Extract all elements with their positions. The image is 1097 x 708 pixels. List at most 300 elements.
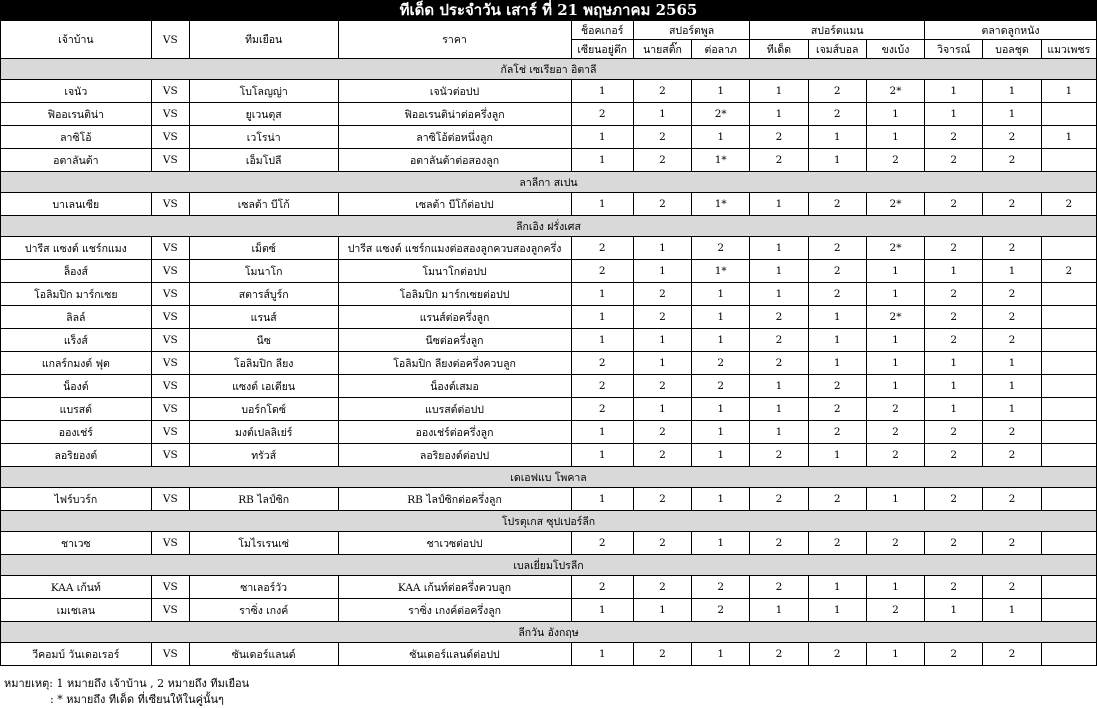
pick-cell: 2 bbox=[633, 149, 691, 172]
header-tipster: ทีเด็ด bbox=[750, 40, 808, 59]
away-team: บอร์กโดซ์ bbox=[189, 398, 338, 421]
price-cell: RB ไลป์ซิกต่อครึ่งลูก bbox=[338, 488, 571, 511]
pick-cell: 2 bbox=[983, 306, 1041, 329]
pick-cell: 1 bbox=[692, 421, 750, 444]
price-cell: อตาลันต้าต่อสองลูก bbox=[338, 149, 571, 172]
pick-cell: 2 bbox=[1041, 193, 1096, 216]
pick-cell: 2 bbox=[925, 237, 983, 260]
home-team: แบรสต์ bbox=[1, 398, 152, 421]
pick-cell: 2 bbox=[983, 532, 1041, 555]
pick-cell: 1 bbox=[866, 103, 924, 126]
vs-label: VS bbox=[151, 329, 189, 352]
pick-cell: 1* bbox=[692, 260, 750, 283]
header-tipster: นายสติ๊ก bbox=[633, 40, 691, 59]
pick-cell: 2 bbox=[1041, 260, 1096, 283]
pick-cell bbox=[1041, 149, 1096, 172]
header-tipster: แมวเพชร bbox=[1041, 40, 1096, 59]
table-row bbox=[1, 532, 1097, 555]
away-team: เวโรน่า bbox=[189, 126, 338, 149]
pick-cell: 1 bbox=[750, 237, 808, 260]
pick-cell: 2 bbox=[571, 103, 633, 126]
home-team: ชาเวซ bbox=[1, 532, 152, 555]
pick-cell bbox=[1041, 237, 1096, 260]
header-group: ตลาดลูกหนัง bbox=[925, 21, 1097, 40]
pick-cell: 1 bbox=[983, 352, 1041, 375]
table-row bbox=[1, 306, 1097, 329]
vs-label: VS bbox=[151, 375, 189, 398]
league-name: โปรตุเกส ซุปเปอร์ลีก bbox=[1, 511, 1097, 532]
pick-cell: 2 bbox=[983, 329, 1041, 352]
notes bbox=[4, 676, 249, 708]
table-row bbox=[1, 283, 1097, 306]
pick-cell: 2 bbox=[808, 80, 866, 103]
header-tipster: บอลชุด bbox=[983, 40, 1041, 59]
pick-cell: 1 bbox=[1041, 126, 1096, 149]
pick-cell: 1 bbox=[983, 599, 1041, 622]
league-row bbox=[1, 216, 1097, 237]
table-row bbox=[1, 444, 1097, 467]
pick-cell: 1 bbox=[750, 80, 808, 103]
away-team: ทรัวส์ bbox=[189, 444, 338, 467]
league-name: กัลโช่ เซเรียอา อิตาลี bbox=[1, 59, 1097, 80]
pick-cell: 1* bbox=[692, 193, 750, 216]
pick-cell: 1 bbox=[633, 329, 691, 352]
page-title: ทีเด็ด ประจำวัน เสาร์ ที่ 21 พฤษภาคม 2565 bbox=[0, 0, 1097, 20]
pick-cell: 1 bbox=[633, 398, 691, 421]
home-team: ลิลล์ bbox=[1, 306, 152, 329]
away-team: โอลิมปิก ลียง bbox=[189, 352, 338, 375]
pick-cell: 1 bbox=[808, 444, 866, 467]
pick-cell: 2 bbox=[925, 193, 983, 216]
pick-cell bbox=[1041, 352, 1096, 375]
pick-cell: 2 bbox=[925, 643, 983, 666]
vs-label: VS bbox=[151, 421, 189, 444]
price-cell: ฟิออเรนติน่าต่อครึ่งลูก bbox=[338, 103, 571, 126]
vs-label: VS bbox=[151, 126, 189, 149]
pick-cell: 1 bbox=[692, 329, 750, 352]
table-row bbox=[1, 193, 1097, 216]
pick-cell: 2 bbox=[571, 576, 633, 599]
pick-cell: 1 bbox=[571, 421, 633, 444]
pick-cell: 2 bbox=[633, 193, 691, 216]
table-row bbox=[1, 126, 1097, 149]
home-team: เจนัว bbox=[1, 80, 152, 103]
home-team: อองเช่ร์ bbox=[1, 421, 152, 444]
pick-cell: 2 bbox=[925, 444, 983, 467]
pick-cell: 2 bbox=[808, 237, 866, 260]
pick-cell: 2 bbox=[633, 643, 691, 666]
pick-cell: 1 bbox=[692, 643, 750, 666]
pick-cell: 2 bbox=[925, 283, 983, 306]
vs-label: VS bbox=[151, 352, 189, 375]
pick-cell: 1 bbox=[571, 126, 633, 149]
pick-cell: 2 bbox=[925, 488, 983, 511]
pick-cell: 1 bbox=[633, 599, 691, 622]
home-team: เมเชเลน bbox=[1, 599, 152, 622]
pick-cell: 2 bbox=[750, 643, 808, 666]
price-cell: แบรสต์ต่อปป bbox=[338, 398, 571, 421]
home-team: แร็งส์ bbox=[1, 329, 152, 352]
home-team: ไฟร์บวร์ก bbox=[1, 488, 152, 511]
vs-label: VS bbox=[151, 444, 189, 467]
table-body bbox=[1, 59, 1097, 666]
pick-cell: 1 bbox=[925, 398, 983, 421]
note-line: หมายเหตุ: 1 หมายถึง เจ้าบ้าน , 2 หมายถึง ทีมเยือน bbox=[4, 677, 250, 690]
pick-cell: 2 bbox=[925, 306, 983, 329]
price-cell: เจนัวต่อปป bbox=[338, 80, 571, 103]
pick-cell: 2 bbox=[925, 532, 983, 555]
home-team: บาเลนเซีย bbox=[1, 193, 152, 216]
away-team: สตารส์บูร์ก bbox=[189, 283, 338, 306]
pick-cell: 2 bbox=[983, 421, 1041, 444]
pick-cell: 2 bbox=[808, 643, 866, 666]
pick-cell: 2 bbox=[633, 576, 691, 599]
header-tipster: ขงเบ้ง bbox=[866, 40, 924, 59]
away-team: นีซ bbox=[189, 329, 338, 352]
pick-cell: 1 bbox=[925, 103, 983, 126]
away-team: ซันเดอร์แลนด์ bbox=[189, 643, 338, 666]
vs-label: VS bbox=[151, 260, 189, 283]
pick-cell bbox=[1041, 306, 1096, 329]
pick-cell: 2* bbox=[866, 306, 924, 329]
pick-cell bbox=[1041, 103, 1096, 126]
pick-cell: 1 bbox=[808, 599, 866, 622]
pick-cell: 2* bbox=[866, 80, 924, 103]
table-row bbox=[1, 576, 1097, 599]
pick-cell: 1 bbox=[750, 260, 808, 283]
pick-cell: 2 bbox=[925, 149, 983, 172]
vs-label: VS bbox=[151, 643, 189, 666]
league-row bbox=[1, 511, 1097, 532]
pick-cell: 1 bbox=[925, 260, 983, 283]
home-team: ฟิออเรนติน่า bbox=[1, 103, 152, 126]
pick-cell: 1 bbox=[750, 375, 808, 398]
pick-cell: 1 bbox=[571, 643, 633, 666]
vs-label: VS bbox=[151, 398, 189, 421]
pick-cell: 2 bbox=[808, 283, 866, 306]
table-row bbox=[1, 421, 1097, 444]
pick-cell: 1 bbox=[925, 80, 983, 103]
away-team: โบโลญญ่า bbox=[189, 80, 338, 103]
vs-label: VS bbox=[151, 532, 189, 555]
header-group: ช็อคเกอร์ bbox=[571, 21, 633, 40]
pick-cell: 1 bbox=[750, 421, 808, 444]
pick-cell: 1 bbox=[571, 329, 633, 352]
home-team: ลอริยองต์ bbox=[1, 444, 152, 467]
pick-cell: 2 bbox=[925, 576, 983, 599]
pick-cell: 2 bbox=[983, 576, 1041, 599]
vs-label: VS bbox=[151, 80, 189, 103]
pick-cell: 2 bbox=[633, 306, 691, 329]
pick-cell: 2 bbox=[750, 149, 808, 172]
league-row bbox=[1, 467, 1097, 488]
price-cell: ปารีส แซงต์ แชร์กแมงต่อสองลูกควบสองลูกครึ่ง bbox=[338, 237, 571, 260]
away-team: ราซิ่ง เกงค์ bbox=[189, 599, 338, 622]
home-team: แกลร์กมงต์ ฟุต bbox=[1, 352, 152, 375]
league-name: ลีกวัน อังกฤษ bbox=[1, 622, 1097, 643]
table-row bbox=[1, 375, 1097, 398]
pick-cell: 2 bbox=[866, 421, 924, 444]
pick-cell: 2 bbox=[633, 283, 691, 306]
pick-cell: 2 bbox=[633, 488, 691, 511]
pick-cell: 2 bbox=[750, 488, 808, 511]
pick-cell: 2 bbox=[750, 532, 808, 555]
pick-cell: 2 bbox=[983, 193, 1041, 216]
vs-label: VS bbox=[151, 193, 189, 216]
away-team: เซลต้า บีโก้ bbox=[189, 193, 338, 216]
pick-cell: 2 bbox=[808, 421, 866, 444]
pick-cell: 1 bbox=[925, 375, 983, 398]
pick-cell: 2* bbox=[692, 103, 750, 126]
header-vs: VS bbox=[151, 21, 189, 59]
pick-cell: 1 bbox=[633, 352, 691, 375]
pick-cell: 2 bbox=[925, 329, 983, 352]
away-team: เม็ตซ์ bbox=[189, 237, 338, 260]
pick-cell: 2 bbox=[983, 237, 1041, 260]
vs-label: VS bbox=[151, 103, 189, 126]
pick-cell: 1 bbox=[866, 352, 924, 375]
pick-cell: 2 bbox=[808, 488, 866, 511]
price-cell: ชาเวซต่อปป bbox=[338, 532, 571, 555]
pick-cell: 1 bbox=[571, 283, 633, 306]
league-name: ลาลีกา สเปน bbox=[1, 172, 1097, 193]
table-row bbox=[1, 80, 1097, 103]
pick-cell: 2 bbox=[571, 532, 633, 555]
pick-cell: 1 bbox=[571, 444, 633, 467]
pick-cell: 2 bbox=[571, 375, 633, 398]
table-row bbox=[1, 103, 1097, 126]
pick-cell: 1 bbox=[692, 283, 750, 306]
pick-cell: 2 bbox=[983, 444, 1041, 467]
pick-cell: 1 bbox=[571, 488, 633, 511]
pick-cell: 1 bbox=[983, 260, 1041, 283]
pick-cell: 2 bbox=[983, 126, 1041, 149]
pick-cell: 2 bbox=[571, 398, 633, 421]
pick-cell: 1 bbox=[808, 306, 866, 329]
pick-cell: 2 bbox=[808, 375, 866, 398]
pick-cell: 1 bbox=[692, 126, 750, 149]
table-row bbox=[1, 260, 1097, 283]
pick-cell: 1 bbox=[808, 149, 866, 172]
pick-cell: 1 bbox=[808, 329, 866, 352]
price-cell: โอลิมปิก ลียงต่อครึ่งควบลูก bbox=[338, 352, 571, 375]
price-cell: ลอริยองต์ต่อปป bbox=[338, 444, 571, 467]
pick-cell: 1 bbox=[692, 532, 750, 555]
table-row bbox=[1, 488, 1097, 511]
pick-cell: 2 bbox=[866, 599, 924, 622]
price-cell: โอลิมปิก มาร์กเซยต่อปป bbox=[338, 283, 571, 306]
vs-label: VS bbox=[151, 576, 189, 599]
vs-label: VS bbox=[151, 237, 189, 260]
pick-cell bbox=[1041, 599, 1096, 622]
price-cell: โมนาโกต่อปป bbox=[338, 260, 571, 283]
pick-cell: 2 bbox=[983, 643, 1041, 666]
header-away: ทีมเยือน bbox=[189, 21, 338, 59]
pick-cell bbox=[1041, 398, 1096, 421]
pick-cell: 2 bbox=[808, 260, 866, 283]
price-cell: เซลต้า บีโก้ต่อปป bbox=[338, 193, 571, 216]
pick-cell: 2 bbox=[808, 532, 866, 555]
away-team: โมนาโก bbox=[189, 260, 338, 283]
pick-cell: 2 bbox=[866, 398, 924, 421]
away-team: ซาเลอร์วัว bbox=[189, 576, 338, 599]
league-row bbox=[1, 622, 1097, 643]
header-tipster: ต่อลาภ bbox=[692, 40, 750, 59]
note-line: : * หมายถึง ทีเด็ด ที่เซียนให้ในคู่นั้นๆ bbox=[50, 693, 224, 706]
away-team: RB ไลป์ซิก bbox=[189, 488, 338, 511]
header-group: สปอร์ตแมน bbox=[750, 21, 925, 40]
pick-cell: 1 bbox=[750, 599, 808, 622]
pick-cell: 1 bbox=[692, 80, 750, 103]
pick-cell: 1 bbox=[692, 488, 750, 511]
pick-cell bbox=[1041, 375, 1096, 398]
table-row bbox=[1, 149, 1097, 172]
price-cell: ราซิ่ง เกงค์ต่อครึ่งลูก bbox=[338, 599, 571, 622]
pick-cell: 2 bbox=[571, 352, 633, 375]
pick-cell: 1 bbox=[866, 488, 924, 511]
pick-cell: 1 bbox=[692, 306, 750, 329]
pick-cell: 1 bbox=[983, 103, 1041, 126]
pick-cell: 1 bbox=[571, 80, 633, 103]
pick-cell: 1 bbox=[750, 283, 808, 306]
price-cell: ซันเดอร์แลนด์ต่อปป bbox=[338, 643, 571, 666]
pick-cell: 2 bbox=[866, 149, 924, 172]
pick-cell: 1 bbox=[983, 398, 1041, 421]
pick-cell: 1 bbox=[808, 352, 866, 375]
home-team: วีคอมบ์ วันเดอเรอร์ bbox=[1, 643, 152, 666]
table-row bbox=[1, 599, 1097, 622]
pick-cell: 2 bbox=[633, 532, 691, 555]
pick-cell: 1 bbox=[808, 576, 866, 599]
pick-cell: 2 bbox=[808, 193, 866, 216]
pick-cell: 2 bbox=[750, 126, 808, 149]
away-team: แซงต์ เอเตียน bbox=[189, 375, 338, 398]
pick-cell: 2 bbox=[633, 375, 691, 398]
table-row bbox=[1, 237, 1097, 260]
away-team: มงต์เปลลิเย่ร์ bbox=[189, 421, 338, 444]
pick-cell: 2 bbox=[750, 352, 808, 375]
pick-cell: 2 bbox=[633, 80, 691, 103]
price-cell: นีซต่อครึ่งลูก bbox=[338, 329, 571, 352]
away-team: โมไรเรนเซ่ bbox=[189, 532, 338, 555]
pick-cell: 2 bbox=[983, 149, 1041, 172]
pick-cell: 1* bbox=[692, 149, 750, 172]
league-name: เบลเยี่ยมโปรลีก bbox=[1, 555, 1097, 576]
pick-cell bbox=[1041, 421, 1096, 444]
pick-cell: 2 bbox=[808, 398, 866, 421]
pick-cell: 1 bbox=[866, 260, 924, 283]
pick-cell bbox=[1041, 444, 1096, 467]
vs-label: VS bbox=[151, 488, 189, 511]
header-tipster: วิจารณ์ bbox=[925, 40, 983, 59]
pick-cell: 2 bbox=[633, 126, 691, 149]
pick-cell: 2 bbox=[866, 444, 924, 467]
pick-cell: 1 bbox=[571, 599, 633, 622]
pick-cell bbox=[1041, 329, 1096, 352]
pick-cell: 2* bbox=[866, 193, 924, 216]
pick-cell: 1 bbox=[692, 444, 750, 467]
pick-cell: 1 bbox=[866, 126, 924, 149]
price-cell: น็องต์เสมอ bbox=[338, 375, 571, 398]
vs-label: VS bbox=[151, 283, 189, 306]
header-tipster: เจมส์บอล bbox=[808, 40, 866, 59]
pick-cell: 1 bbox=[750, 398, 808, 421]
pick-cell: 1 bbox=[983, 375, 1041, 398]
vs-label: VS bbox=[151, 149, 189, 172]
table-row bbox=[1, 398, 1097, 421]
pick-cell: 2 bbox=[866, 532, 924, 555]
pick-cell bbox=[1041, 576, 1096, 599]
pick-cell: 1 bbox=[692, 398, 750, 421]
home-team: โอลิมปิก มาร์กเซย bbox=[1, 283, 152, 306]
away-team: เอ็มโปลี bbox=[189, 149, 338, 172]
pick-cell: 1 bbox=[1041, 80, 1096, 103]
pick-cell: 2 bbox=[808, 103, 866, 126]
pick-cell: 2 bbox=[983, 488, 1041, 511]
pick-cell: 2 bbox=[750, 306, 808, 329]
league-row bbox=[1, 59, 1097, 80]
pick-cell: 2 bbox=[633, 444, 691, 467]
pick-cell: 2 bbox=[925, 126, 983, 149]
away-team: แรนส์ bbox=[189, 306, 338, 329]
vs-label: VS bbox=[151, 306, 189, 329]
home-team: KAA เก้นท์ bbox=[1, 576, 152, 599]
pick-cell: 1 bbox=[571, 149, 633, 172]
pick-cell: 2 bbox=[571, 260, 633, 283]
pick-cell: 1 bbox=[750, 193, 808, 216]
vs-label: VS bbox=[151, 599, 189, 622]
league-name: ลีกเอิง ฝรั่งเศส bbox=[1, 216, 1097, 237]
home-team: ลาซิโอ้ bbox=[1, 126, 152, 149]
price-cell: KAA เก้นท์ต่อครึ่งควบลูก bbox=[338, 576, 571, 599]
home-team: ปารีส แซงต์ แชร์กแมง bbox=[1, 237, 152, 260]
pick-cell: 1 bbox=[750, 103, 808, 126]
league-row bbox=[1, 172, 1097, 193]
pick-cell: 1 bbox=[808, 126, 866, 149]
home-team: ล็องส์ bbox=[1, 260, 152, 283]
pick-cell: 2* bbox=[866, 237, 924, 260]
table-row bbox=[1, 352, 1097, 375]
pick-cell bbox=[1041, 532, 1096, 555]
pick-cell bbox=[1041, 488, 1096, 511]
pick-cell: 2 bbox=[983, 283, 1041, 306]
price-cell: อองเช่ร์ต่อครึ่งลูก bbox=[338, 421, 571, 444]
pick-cell: 1 bbox=[866, 576, 924, 599]
pick-cell: 1 bbox=[866, 375, 924, 398]
pick-cell: 1 bbox=[571, 306, 633, 329]
pick-cell: 1 bbox=[633, 260, 691, 283]
home-team: อตาลันต้า bbox=[1, 149, 152, 172]
pick-cell: 2 bbox=[692, 237, 750, 260]
pick-cell: 2 bbox=[692, 352, 750, 375]
pick-cell: 1 bbox=[633, 103, 691, 126]
pick-cell: 2 bbox=[750, 329, 808, 352]
pick-cell: 2 bbox=[633, 421, 691, 444]
pick-cell: 1 bbox=[866, 329, 924, 352]
pick-cell: 2 bbox=[571, 237, 633, 260]
away-team: ยูเวนตุส bbox=[189, 103, 338, 126]
header-tipster: เซียนอยู่ตึก bbox=[571, 40, 633, 59]
table-row bbox=[1, 643, 1097, 666]
pick-cell: 2 bbox=[692, 576, 750, 599]
table-row bbox=[1, 329, 1097, 352]
pick-cell: 1 bbox=[866, 283, 924, 306]
pick-cell: 1 bbox=[571, 193, 633, 216]
league-row bbox=[1, 555, 1097, 576]
pick-cell: 2 bbox=[925, 421, 983, 444]
pick-cell: 2 bbox=[692, 599, 750, 622]
pick-cell: 1 bbox=[983, 80, 1041, 103]
